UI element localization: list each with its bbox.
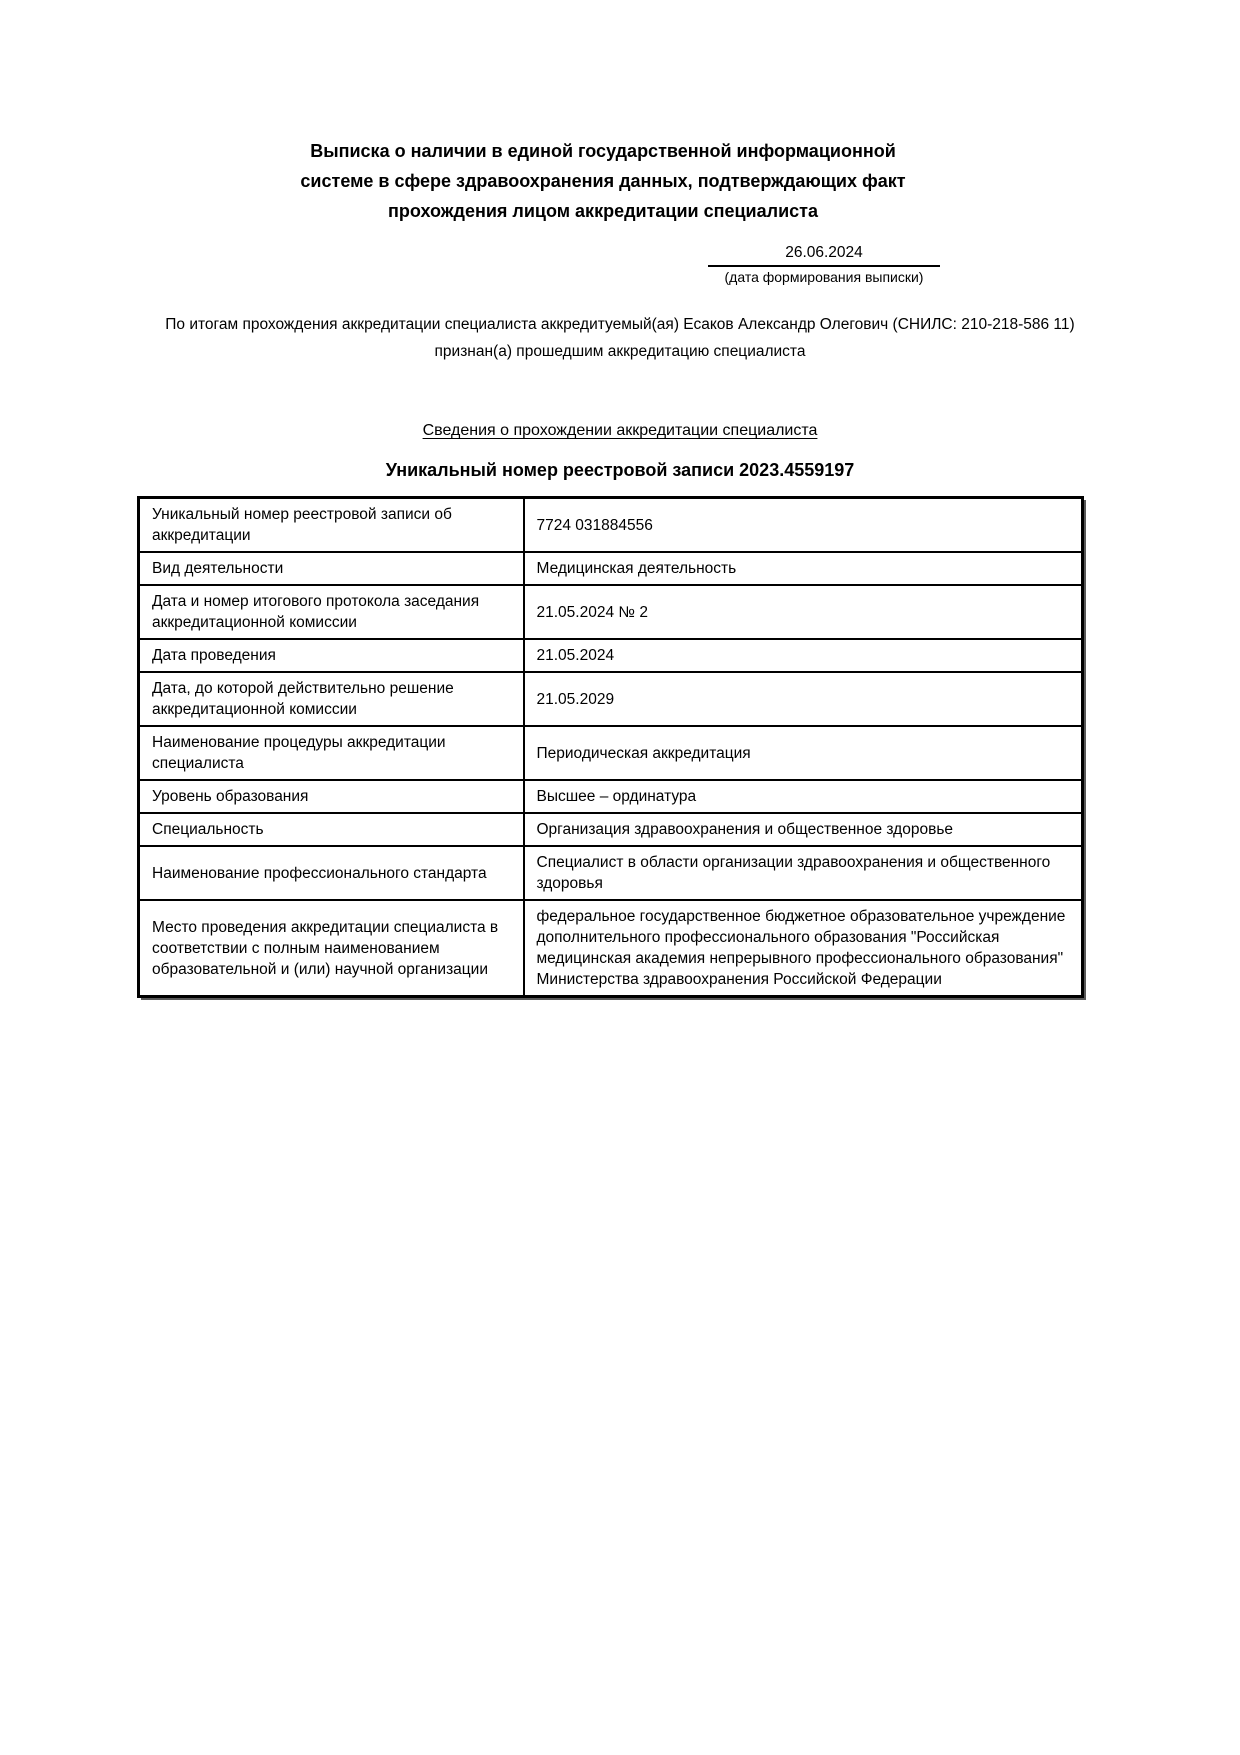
- table-row-registry-number: [139, 498, 1083, 553]
- table-row-protocol-date-number: [139, 585, 1083, 639]
- row-label: Дата, до которой действительно решение аккредитационной комиссии: [139, 672, 524, 726]
- row-label: Дата и номер итогового протокола заседания аккредитационной комиссии: [139, 585, 524, 639]
- row-label: Место проведения аккредитации специалиста в соответствии с полным наименованием образовательной и (или) научной организации: [139, 900, 524, 997]
- row-value: 21.05.2024 № 2: [524, 585, 1083, 639]
- row-label: Наименование процедуры аккредитации специалиста: [139, 726, 524, 780]
- row-value: Специалист в области организации здравоохранения и общественного здоровья: [524, 846, 1083, 900]
- row-label: Специальность: [139, 813, 524, 846]
- formation-date-block: [708, 243, 940, 286]
- intro-paragraph-line-1: По итогам прохождения аккредитации специалиста аккредитуемый(ая) Есаков Александр Олегович (СНИЛС: 210-218-586 11): [165, 316, 1075, 333]
- formation-date: 26.06.2024: [708, 243, 940, 267]
- row-value: 21.05.2029: [524, 672, 1083, 726]
- row-label: Дата проведения: [139, 639, 524, 672]
- document-title: [128, 136, 1078, 226]
- row-value: Организация здравоохранения и общественное здоровье: [524, 813, 1083, 846]
- row-value: 21.05.2024: [524, 639, 1083, 672]
- formation-date-caption: (дата формирования выписки): [724, 269, 924, 285]
- table-row-procedure-name: [139, 726, 1083, 780]
- row-label: Вид деятельности: [139, 552, 524, 585]
- accreditation-details-table: [137, 496, 1084, 998]
- table-row-specialty: [139, 813, 1083, 846]
- row-value: федеральное государственное бюджетное образовательное учреждение дополнительного профессионального образования "Российская медицинская академия непрерывного профессионального образования" Министерства здравоохранения Российской Федерации: [524, 900, 1083, 997]
- section-heading: [120, 421, 1120, 441]
- document-title-line-2: системе в сфере здравоохранения данных, подтверждающих факт: [300, 171, 906, 191]
- row-value: Периодическая аккредитация: [524, 726, 1083, 780]
- section-heading-text: Сведения о прохождении аккредитации специалиста: [422, 422, 818, 439]
- table-row-conduct-date: [139, 639, 1083, 672]
- registry-number-heading: Уникальный номер реестровой записи 2023.4559197: [385, 460, 855, 480]
- intro-paragraph: [120, 311, 1120, 365]
- row-label: Уникальный номер реестровой записи об аккредитации: [139, 498, 524, 553]
- row-label: Уровень образования: [139, 780, 524, 813]
- document-title-line-1: Выписка о наличии в единой государственной информационной: [310, 141, 896, 161]
- table-row-accreditation-place: [139, 900, 1083, 997]
- table-row-education-level: [139, 780, 1083, 813]
- document-title-line-3: прохождения лицом аккредитации специалиста: [388, 201, 818, 221]
- row-label: Наименование профессионального стандарта: [139, 846, 524, 900]
- row-value: Высшее – ординатура: [524, 780, 1083, 813]
- row-value: 7724 031884556: [524, 498, 1083, 553]
- table-row-professional-standard: [139, 846, 1083, 900]
- table-row-activity-type: [139, 552, 1083, 585]
- row-value: Медицинская деятельность: [524, 552, 1083, 585]
- table-row-valid-until-date: [139, 672, 1083, 726]
- intro-paragraph-line-2: признан(а) прошедшим аккредитацию специалиста: [434, 343, 806, 360]
